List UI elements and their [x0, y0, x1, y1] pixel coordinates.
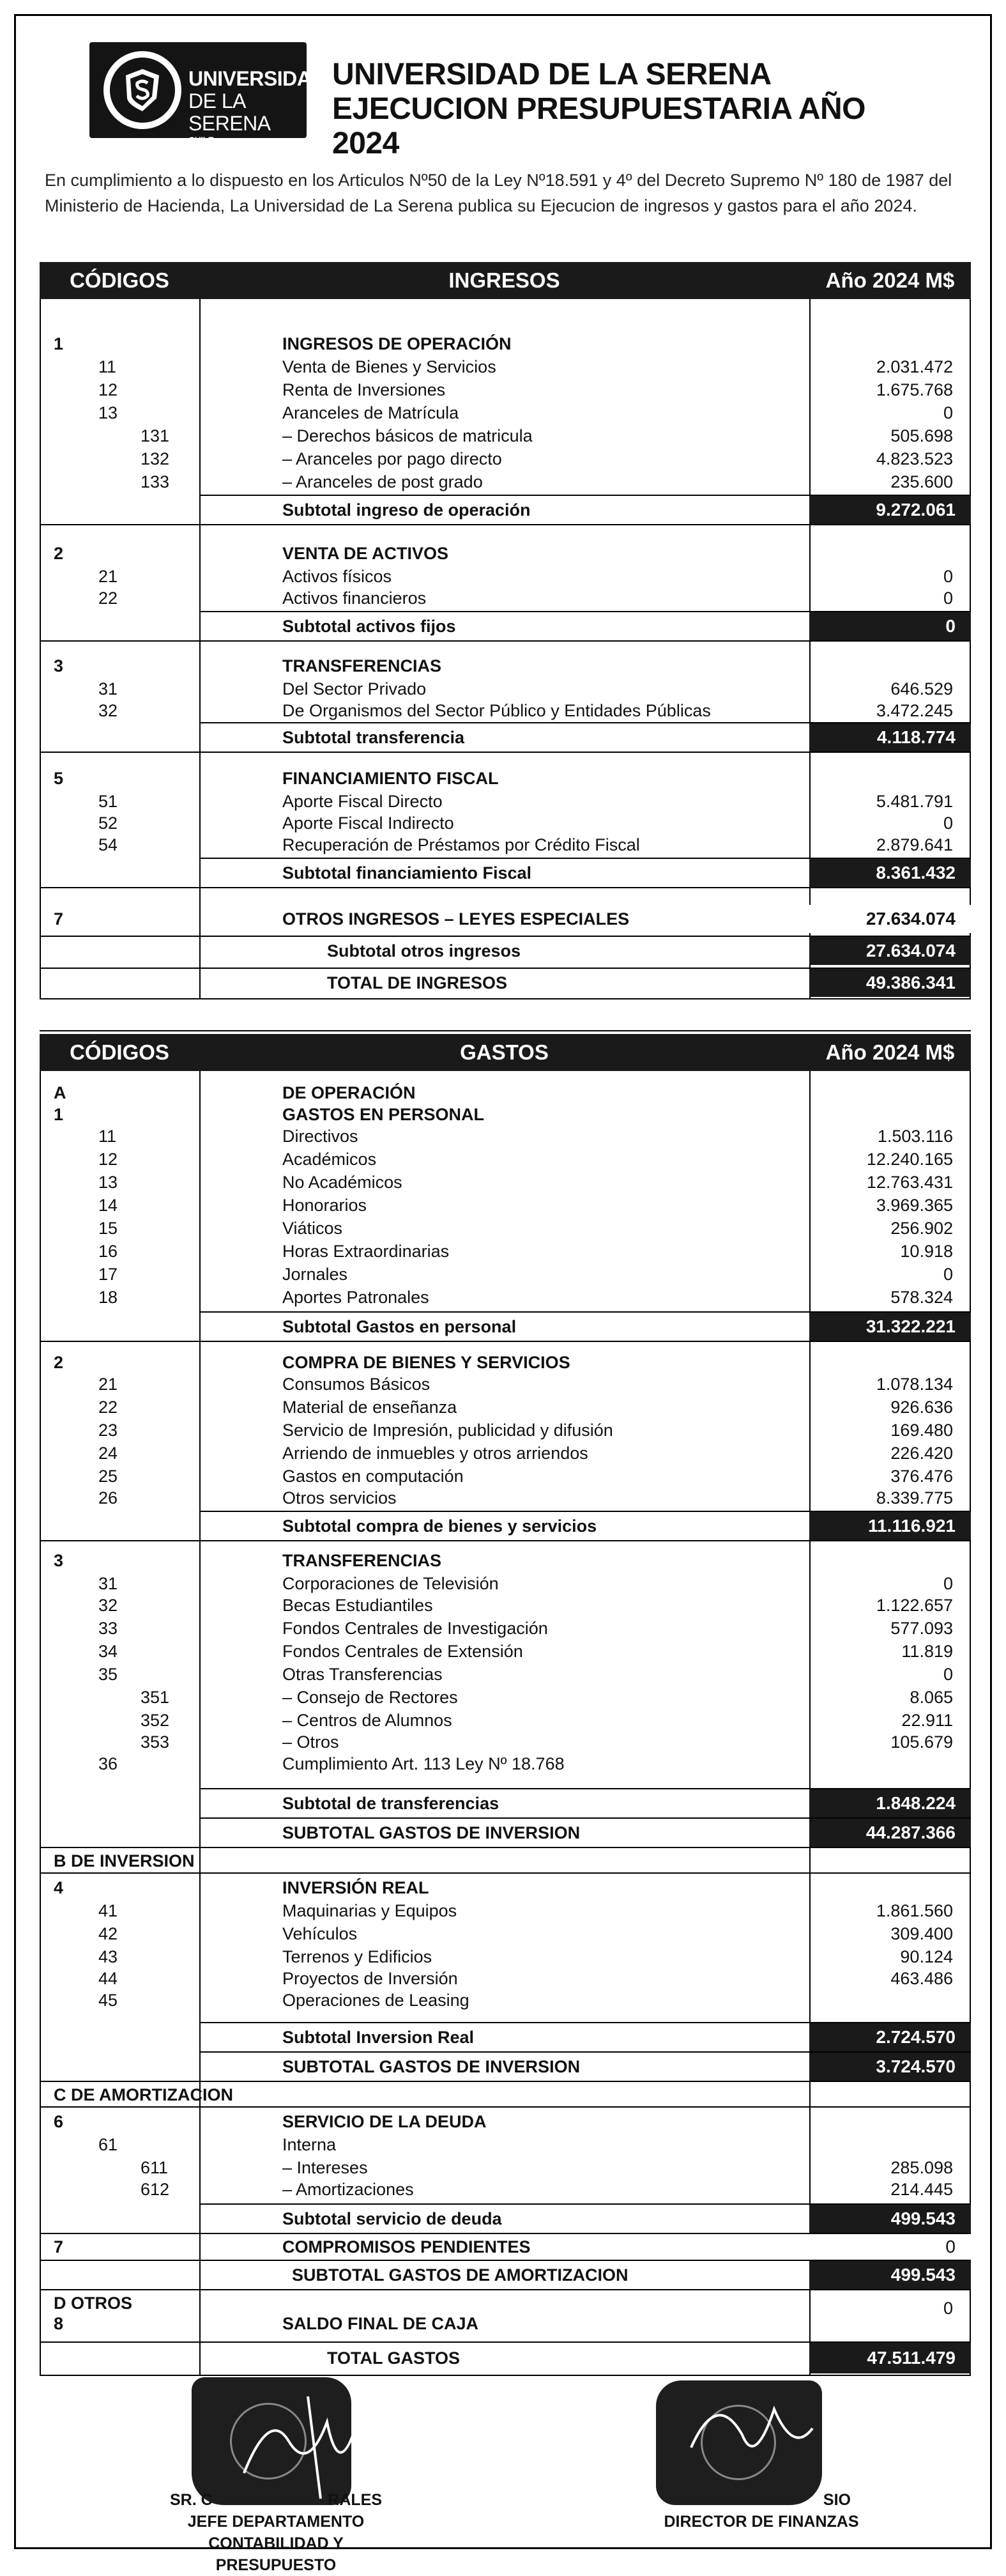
table-row: 22 Material de enseñanza 926.636: [98, 1398, 953, 1417]
table-row: 3 TRANSFERENCIAS: [54, 656, 442, 675]
table-row: 11 Venta de Bienes y Servicios 2.031.472: [98, 357, 953, 376]
table-row: 33 Fondos Centrales de Investigación 577.093: [98, 1619, 953, 1638]
table-row: 36 Cumplimiento Art. 113 Ley Nº 18.768: [98, 1754, 565, 1773]
table-row: 16 Horas Extraordinarias 10.918: [98, 1242, 953, 1261]
table-row: 24 Arriendo de inmuebles y otros arriendos 226.420: [98, 1444, 953, 1463]
table-row: 54 Recuperación de Préstamos por Crédito Fiscal 2.879.641: [98, 835, 953, 854]
table-row: 25 Gastos en computación 376.476: [98, 1467, 953, 1486]
table-row: 23 Servicio de Impresión, publicidad y difusión 169.480: [98, 1421, 953, 1440]
gastos-table: [40, 1034, 971, 2376]
table-row: 43 Terrenos y Edificios 90.124: [98, 1947, 953, 1966]
subtotal-row: SUBTOTAL GASTOS DE INVERSION 3.724.570: [199, 2053, 971, 2081]
table-row: 4 INVERSIÓN REAL: [54, 1878, 429, 1897]
table-row: 17 Jornales 0: [98, 1265, 953, 1284]
table-row: A DE OPERACIÓN: [54, 1083, 416, 1102]
subtotal-row: SUBTOTAL GASTOS DE INVERSION 44.287.366: [199, 1819, 971, 1847]
table-row: 132 – Aranceles por pago directo 4.823.523: [141, 449, 953, 468]
signature-left-caption: SR. C RALES JEFE DEPARTAMENTO CONTABILIDAD Y PRESUPUESTO: [170, 2491, 382, 2574]
total-ingresos-row: TOTAL DE INGRESOS 49.386.341: [199, 969, 971, 997]
table-row: 1 INGRESOS DE OPERACIÓN: [54, 334, 512, 353]
table-row: 52 Aporte Fiscal Indirecto 0: [98, 814, 953, 833]
page-title: UNIVERSIDAD DE LA SERENA EJECUCION PRESUPUESTARIA AÑO 2024: [332, 58, 865, 160]
table-row: 131 – Derechos básicos de matricula 505.698: [141, 426, 953, 445]
table-row: 14 Honorarios 3.969.365: [98, 1196, 953, 1215]
subtotal-row: Subtotal transferencia 4.118.774: [199, 723, 971, 752]
ingresos-header: CÓDIGOS INGRESOS Año 2024 M$: [40, 262, 971, 299]
table-row: 31 Corporaciones de Televisión 0: [98, 1574, 953, 1593]
compromisos-row: 7 COMPROMISOS PENDIENTES 0: [40, 2234, 971, 2260]
table-row: 5 FINANCIAMIENTO FISCAL: [54, 769, 499, 788]
total-gastos-row: TOTAL GASTOS 47.511.479: [199, 2343, 971, 2373]
table-row: 42 Vehículos 309.400: [98, 1924, 953, 1943]
table-row: 353 – Otros 105.679: [141, 1732, 953, 1752]
table-row: 35 Otras Transferencias 0: [98, 1665, 953, 1684]
table-row: 12 Renta de Inversiones 1.675.768: [98, 380, 953, 399]
table-row: 12 Académicos 12.240.165: [98, 1150, 953, 1169]
signature-right: [672, 2384, 838, 2499]
table-row: 133 – Aranceles de post grado 235.600: [141, 472, 953, 491]
table-row: 22 Activos financieros 0: [98, 589, 953, 608]
table-row: 26 Otros servicios 8.339.775: [98, 1488, 953, 1508]
subtotal-row: SUBTOTAL GASTOS DE AMORTIZACION 499.543: [199, 2261, 971, 2289]
table-row: 611 – Intereses 285.098: [141, 2158, 953, 2177]
table-row: 1 GASTOS EN PERSONAL: [54, 1105, 485, 1124]
university-logo: [89, 42, 326, 145]
table-row: 11 Directivos 1.503.116: [98, 1127, 953, 1146]
table-row: 3 TRANSFERENCIAS: [54, 1551, 442, 1570]
shield-icon: [103, 51, 181, 129]
table-row: 44 Proyectos de Inversión 463.486: [98, 1969, 953, 1988]
table-row: 61 Interna: [98, 2135, 337, 2154]
table-row: 612 – Amortizaciones 214.445: [141, 2180, 953, 2199]
subtotal-row: Subtotal financiamiento Fiscal 8.361.432: [199, 859, 971, 887]
table-row: 352 – Centros de Alumnos 22.911: [141, 1711, 953, 1730]
table-row: D OTROS 0: [54, 2294, 953, 2318]
table-row: 45 Operaciones de Leasing: [98, 1991, 469, 2010]
table-row: 13 No Académicos 12.763.431: [98, 1173, 953, 1192]
subtotal-row: Subtotal Inversion Real 2.724.570: [199, 2023, 971, 2051]
table-row: 32 Becas Estudiantiles 1.122.657: [98, 1596, 953, 1615]
gastos-header: CÓDIGOS GASTOS Año 2024 M$: [40, 1034, 971, 1071]
ingresos-table: [40, 262, 971, 1031]
table-row: 15 Viáticos 256.902: [98, 1219, 953, 1238]
table-row: C DE AMORTIZACION: [54, 2085, 233, 2104]
table-row: 351 – Consejo de Rectores 8.065: [141, 1688, 953, 1707]
table-row: 8 SALDO FINAL DE CAJA: [54, 2314, 479, 2333]
table-row: 32 De Organismos del Sector Público y Entidades Públicas 3.472.245: [98, 701, 953, 720]
table-row: 18 Aportes Patronales 578.324: [98, 1288, 953, 1307]
table-row: 41 Maquinarias y Equipos 1.861.560: [98, 1901, 953, 1920]
subtotal-row: Subtotal activos fijos 0: [199, 612, 971, 640]
subtotal-row: Subtotal de transferencias 1.848.224: [199, 1789, 971, 1817]
subtotal-row: Subtotal Gastos en personal 31.322.221: [199, 1313, 971, 1341]
subtotal-row: Subtotal servicio de deuda 499.543: [199, 2205, 971, 2233]
signature-right-caption: SIO DIRECTOR DE FINANZAS: [664, 2491, 859, 2531]
table-row: 51 Aporte Fiscal Directo 5.481.791: [98, 792, 953, 811]
table-row: 21 Activos físicos 0: [98, 567, 953, 586]
table-row: 34 Fondos Centrales de Extensión 11.819: [98, 1642, 953, 1661]
subtotal-row: Subtotal otros ingresos 27.634.074: [199, 937, 971, 965]
logo-text: UNIVERSIDAD DE LA SERENA CHILE: [188, 67, 326, 145]
signature-area: [40, 2377, 971, 2574]
table-row: 2 VENTA DE ACTIVOS: [54, 544, 449, 563]
table-row: 31 Del Sector Privado 646.529: [98, 679, 953, 698]
table-row: 6 SERVICIO DE LA DEUDA: [54, 2112, 487, 2131]
table-row: B DE INVERSION: [54, 1851, 195, 1870]
subtotal-row: Subtotal compra de bienes y servicios 11.116.921: [199, 1512, 971, 1540]
table-row: 21 Consumos Básicos 1.078.134: [98, 1375, 953, 1394]
header: [89, 42, 920, 160]
otros-ingresos-row: 7 OTROS INGRESOS – LEYES ESPECIALES 27.634.074: [40, 905, 971, 933]
subtotal-row: Subtotal ingreso de operación 9.272.061: [199, 496, 971, 524]
table-row: 2 COMPRA DE BIENES Y SERVICIOS: [54, 1353, 570, 1372]
intro-paragraph: En cumplimiento a lo dispuesto en los Articulos Nº50 de la Ley Nº18.591 y 4º del Decreto Supremo Nº 180 de 1987 del Ministerio de Hacienda, La Universidad de La Serena publica su Ejecucion de ingresos y gastos para el año 2024.: [45, 171, 952, 215]
table-row: 13 Aranceles de Matrícula 0: [98, 403, 953, 422]
